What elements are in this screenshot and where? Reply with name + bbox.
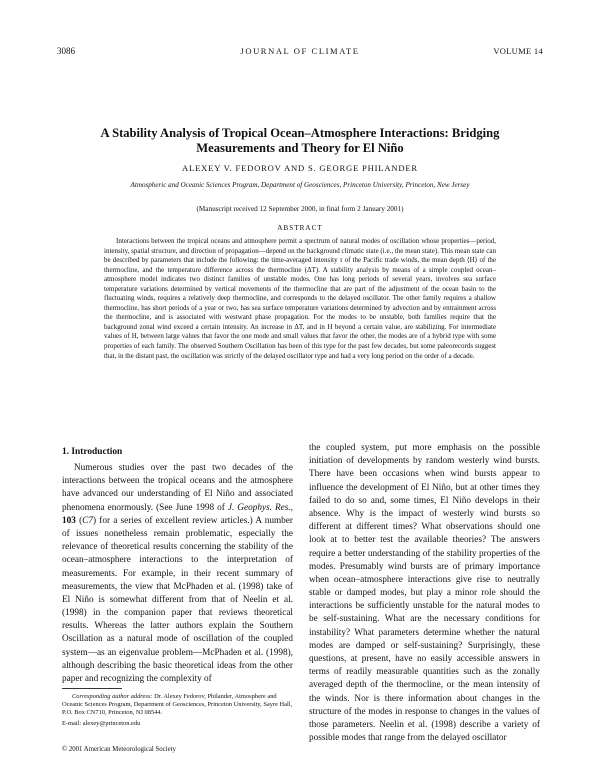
authors: ALEXEY V. FEDOROV AND S. GEORGE PHILANDER	[182, 163, 418, 173]
abstract-text: Interactions between the tropical oceans and atmosphere permit a spectrum of natural modes of oscillation whose properties—period, intensity, spatial structure, and direction of propagation—depend on the background climatic state (i.e., the mean state). This mean state can be described by parameters that include the following: the time-averaged intensity τ of the Pacific trade winds, the mean depth ⟨H⟩ of the thermocline, and the temperature difference across the thermocline (ΔT). A stability analysis by means of a simple coupled ocean–atmosphere model indicates two distinct families of unstable modes. One has long periods of several years, involves sea surface temperature variations determined by vertical movements of the thermocline that are part of the adjustment of the ocean basin to the fluctuating winds, requires a relatively deep thermocline, and corresponds to the delayed oscillator. The other family requires a shallow thermocline, has short periods of a year or two, has sea surface temperature variations determined by advection and by entrainment across the thermocline, and is associated with westward phase propagation. For the modes to be unstable, both families require that the background zonal wind exceed a certain intensity. An increase in ΔT, and in H beyond a certain value, are stabilizing. For intermediate values of H, between large values that favor the one mode and small values that favor the other, the modes are of a hybrid type with some properties of each family. The observed Southern Oscillation has been of this type for the past few decades, but some paleorecords suggest that, in the distant past, the oscillation was strictly of the delayed oscillator type and had a very long period on the order of a decade.	[104, 237, 496, 360]
section-heading-introduction: 1. Introduction	[62, 447, 123, 457]
footnote-email: E-mail: alexey@princeton.edu	[62, 719, 141, 727]
journal-issue: C7	[82, 515, 93, 526]
copyright: © 2001 American Meteorological Society	[62, 746, 176, 753]
intro-paragraph-right: the coupled system, put more emphasis on the possible initiation of developments by random westerly wind bursts. There have been occasions when wind bursts appear to influence the development of El Niño, but at other times they failed to do so and, some times, El Niño develops in their absence. Why is the impact of westerly wind bursts so different at different times? What observations should one look at to better test the available theories? The answers require a better understanding of the stability properties of the modes. Presumably wind bursts are of primary importance when ocean–atmosphere interactions give rise to neutrally stable or damped modes, but play a minor role should the interactions be sufficiently unstable for the natural modes to be self-sustaining. What are the necessary conditions for instability? What parameters determine whether the natural modes are damped or self-sustaining? Surprisingly, these questions, at present, have no easily accessible answers in terms of readily measurable quantities such as the zonally averaged depth of the thermocline, or the mean intensity of the winds. Nor is there information about changes in the structure of the modes in response to changes in the values of those parameters. Neelin et al. (1998) describe a variety of possible modes that range from the delayed oscillator	[309, 443, 540, 744]
affiliation: Atmospheric and Oceanic Sciences Program, Department of Geosciences, Princeton University, Princeton, New Jersey	[130, 181, 470, 189]
abstract-heading: ABSTRACT	[277, 224, 323, 232]
footnote	[62, 693, 293, 728]
footnote-label: Corresponding author address:	[72, 693, 153, 700]
manuscript-dates: (Manuscript received 12 September 2000, in final form 2 January 2001)	[196, 205, 404, 213]
footnote-divider	[62, 688, 122, 689]
page-number: 3086	[57, 46, 75, 56]
journal-name: JOURNAL OF CLIMATE	[240, 46, 360, 56]
intro-text-b: for a series of excellent review articles.) A number of issues nonetheless remain problematic, especially the relevance of theoretical results concerning the stability of the ocean–atmosphere interactions to the interpretation of measurements. For example, in their recent summary of measurements, the view that McPhaden et al. (1998) take of El Niño is somewhat different from that of Neelin et al. (1998) in the companion paper that reviews theoretical results. Whereas the latter authors explain the Southern Oscillation as a natural mode of oscillation of the coupled system—as an eigenvalue problem—McPhaden et al. (1998), although describing the basic theoretical ideas from the other paper and recognizing the complexity of	[62, 515, 293, 684]
footnote-address: Dr. Alexey Fedorov, Philander, Atmosphere and Oceanic Sciences Program, Department of Geosciences, Princeton University, Sayre Hall, P.O. Box CN710, Princeton, NJ 08544.	[62, 693, 293, 717]
paper-title: A Stability Analysis of Tropical Ocean–Atmosphere Interactions: Bridging Measurements and Theory for El Niño	[100, 126, 500, 155]
volume-label: VOLUME 14	[493, 46, 543, 56]
intro-paragraph-left: Numerous studies over the past two decades of the interactions between the tropical oceans and the atmosphere have advanced our understanding of El Niño and associated phenomena enormously. (See June 1998 of J. Geophys. Res., 103 (C7) for a series of excellent review articles.) A number of issues nonetheless remain problematic, especially the relevance of theoretical results concerning the stability of the ocean–atmosphere interactions to the interpretation of measurements. For example, in their recent summary of measurements, the view that McPhaden et al. (1998) take of El Niño is somewhat different from that of Neelin et al. (1998) in the companion paper that reviews theoretical results. Whereas the latter authors explain the Southern Oscillation as a natural mode of oscillation of the coupled system—as an eigenvalue problem—McPhaden et al. (1998), although describing the basic theoretical ideas from the other paper and recognizing the complexity of	[62, 463, 293, 684]
intro-text-a: Numerous studies over the past two decades of the interactions between the tropical oceans and the atmosphere have advanced our understanding of El Niño and associated phenomena enormously. (See June 1998 of	[62, 463, 293, 513]
journal-volume: 103	[62, 515, 76, 526]
journal-citation: J. Geophys. Res.	[227, 502, 291, 513]
